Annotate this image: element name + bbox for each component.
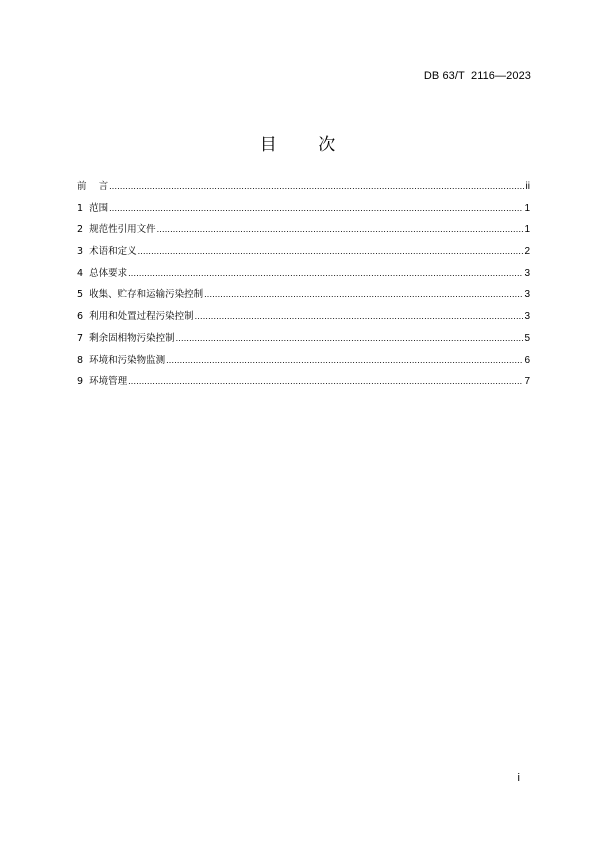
dot-leader xyxy=(138,246,524,256)
toc-entry-residual-solids[interactable] xyxy=(77,330,530,352)
toc-entry-page: ii xyxy=(525,181,530,192)
dot-leader xyxy=(195,311,524,321)
dot-leader xyxy=(128,268,523,278)
toc-entry-normative-references[interactable] xyxy=(77,221,530,243)
toc-entry-label: 9 环境管理 xyxy=(77,376,128,388)
toc-entry-page: 6 xyxy=(524,354,530,366)
toc-entry-terms-definitions[interactable] xyxy=(77,243,530,265)
toc-entry-page: 1 xyxy=(524,224,530,236)
toc-entry-foreword[interactable] xyxy=(77,178,530,200)
toc-entry-label: 2 规范性引用文件 xyxy=(77,224,156,236)
toc-entry-label: 4 总体要求 xyxy=(77,267,128,279)
toc-entry-page: 3 xyxy=(524,289,530,301)
dot-leader xyxy=(157,224,524,234)
dot-leader xyxy=(109,203,523,213)
toc-entry-label: 1 范围 xyxy=(77,202,109,214)
dot-leader xyxy=(128,376,523,386)
toc-entry-label: 3 术语和定义 xyxy=(77,246,137,258)
toc-list xyxy=(77,178,530,395)
toc-entry-label: 6 利用和处置过程污染控制 xyxy=(77,311,194,323)
toc-entry-label: 8 环境和污染物监测 xyxy=(77,354,166,366)
page-number: i xyxy=(517,772,520,784)
toc-entry-page: 3 xyxy=(524,267,530,279)
toc-entry-general-requirements[interactable] xyxy=(77,265,530,287)
toc-entry-page: 1 xyxy=(524,202,530,214)
toc-entry-utilization-disposal[interactable] xyxy=(77,308,530,330)
toc-entry-label: 前 言 xyxy=(77,181,109,192)
toc-entry-page: 7 xyxy=(524,376,530,388)
standard-code: DB 63/T 2116—2023 xyxy=(423,70,531,82)
dot-leader xyxy=(176,333,524,343)
toc-entry-collection-storage-transport[interactable] xyxy=(77,286,530,308)
toc-entry-environmental-management[interactable] xyxy=(77,373,530,395)
toc-entry-label: 7 剩余固相物污染控制 xyxy=(77,332,175,344)
toc-entry-page: 2 xyxy=(524,246,530,258)
toc-entry-monitoring[interactable] xyxy=(77,352,530,374)
toc-entry-scope[interactable] xyxy=(77,200,530,222)
toc-title: 目 次 xyxy=(259,135,354,155)
toc-entry-label: 5 收集、贮存和运输污染控制 xyxy=(77,289,204,301)
toc-entry-page: 3 xyxy=(524,311,530,323)
toc-entry-page: 5 xyxy=(524,332,530,344)
dot-leader xyxy=(204,289,523,299)
dot-leader xyxy=(166,355,523,365)
dot-leader xyxy=(109,181,524,191)
